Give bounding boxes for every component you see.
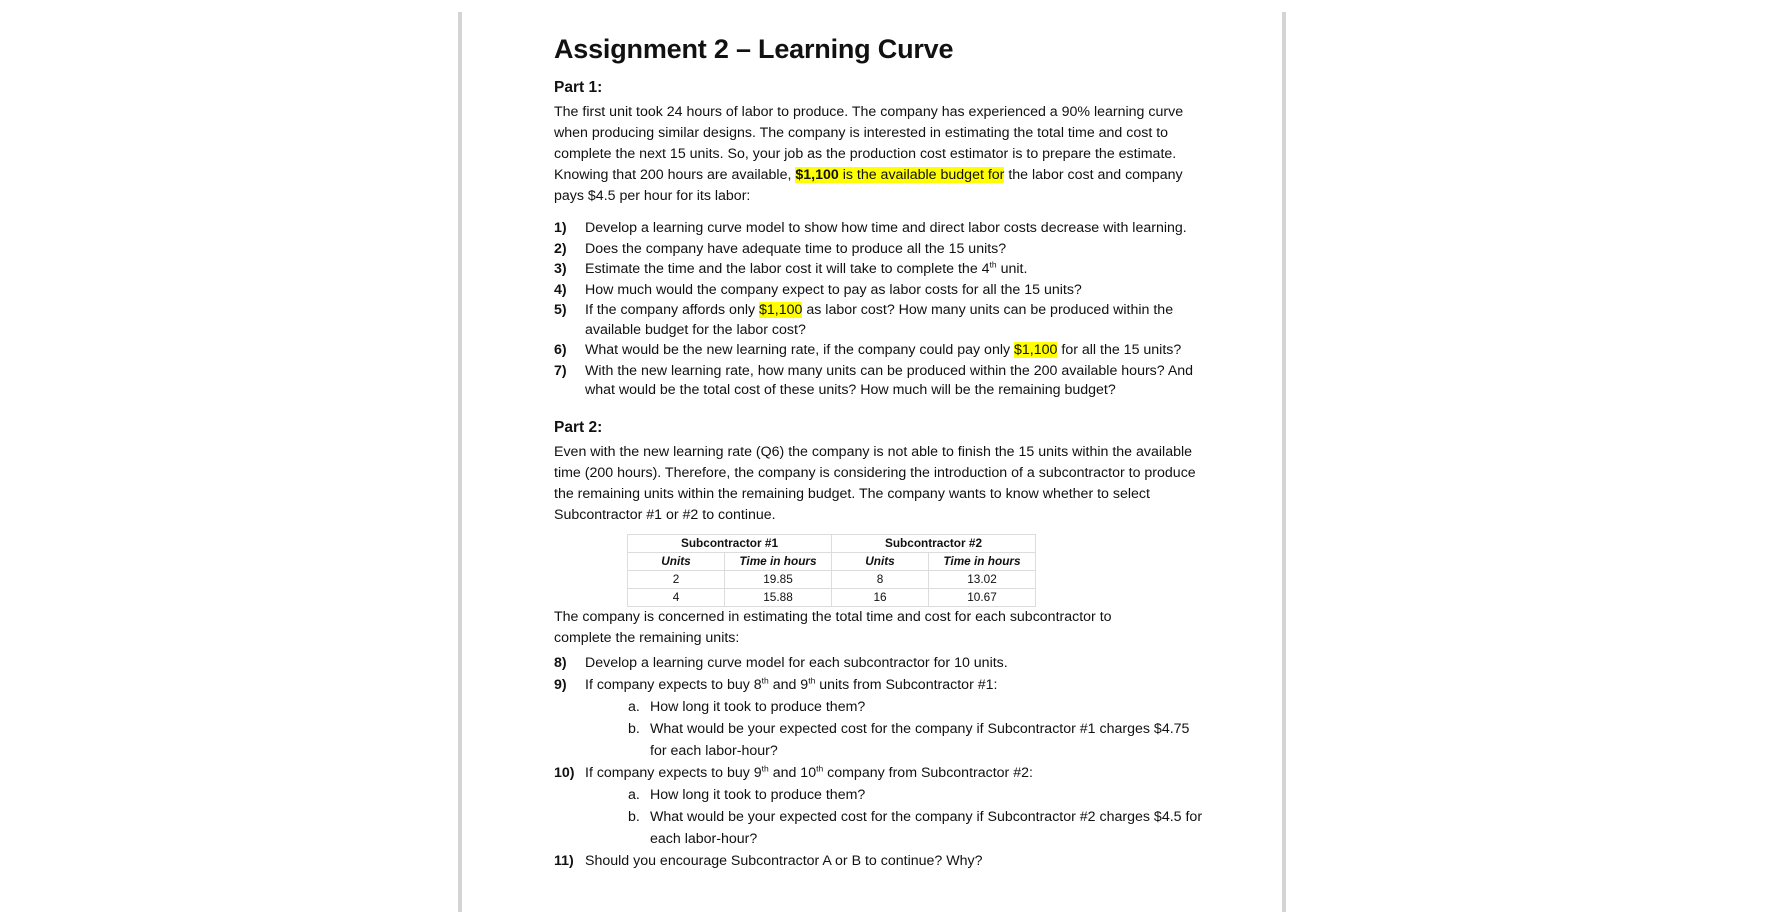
ordinal-suffix: th [761,762,769,773]
subquestion-9b [628,718,1204,762]
subquestion-text: How long it took to produce them? [650,698,866,715]
question-text: What would be the new learning rate, if the company could pay only [585,342,1015,358]
part2-intro: Even with the new learning rate (Q6) the company is not able to finish the 15 units within the available time (200 hours). Therefore, the company is considering the introduction of a subcontractor to produce the remaining units within the remaining budget. The company wants to know whether to select Subcontractor #1 or #2 to continue. [554,443,1196,523]
question-text-end: unit. [996,261,1028,277]
ordinal-suffix: th [761,674,769,685]
table-cell: 8 [832,570,929,588]
subquestion-9a [628,696,1204,718]
table-cell: 19.85 [725,570,832,588]
question-text: How much would the company expect to pay as labor costs for all the 15 units? [585,281,1082,298]
question-text: With the new learning rate, how many units can be produced within the 200 available hours? And what would be the total cost of these units? How much will be the remaining budget? [585,362,1194,398]
question-3 [554,260,1204,280]
subquestion-letter: a. [628,698,640,715]
question-text: If the company affords only [585,302,760,318]
table-cell: 13.02 [929,570,1036,588]
subquestion-10a [628,784,1204,806]
question-number: 9) [554,676,567,693]
table-group-header [628,534,1036,552]
question-text: Does the company have adequate time to produce all the 15 units? [585,240,1007,257]
question-text: Estimate the time and the labor cost it will take to complete the 4 [585,261,990,277]
after-table-text: The company is concerned in estimating the total time and cost for each subcontractor to complete the remaining units: [554,608,1112,646]
question-number: 7) [554,362,567,379]
subquestion-letter: b. [628,808,640,825]
column-header-units: Units [832,552,929,570]
question-number: 11) [554,852,574,869]
part1-heading: Part 1: [554,79,603,96]
subquestion-10b [628,806,1204,850]
column-header-time: Time in hours [725,552,832,570]
question-number: 8) [554,654,567,671]
question-number: 3) [554,261,567,277]
group-header-sub1: Subcontractor #1 [628,534,832,552]
question-text-end: company from Subcontractor #2: [823,764,1033,781]
question-2 [554,240,1204,260]
ordinal-suffix: th [808,674,816,685]
part2-question-list [554,652,1204,872]
table-column-header [628,552,1036,570]
highlighted-budget-bold: $1,100 [795,167,839,183]
document-content [554,22,1204,872]
question-10-subitems [585,784,1204,850]
question-9-subitems [585,696,1204,762]
highlighted-budget-text: is the available budget for [838,167,1005,183]
question-11 [554,850,1204,872]
document-page [458,12,1286,912]
subquestion-letter: b. [628,720,640,737]
question-7 [554,362,1204,401]
table-cell: 4 [628,588,725,606]
question-text-mid: and 10 [768,764,817,781]
subquestion-text: How long it took to produce them? [650,786,866,803]
question-text: Develop a learning curve model to show how time and direct labor costs decrease with learning. [585,220,1187,236]
table-cell: 2 [628,570,725,588]
subcontractor-table [627,534,1036,607]
question-text-end: for all the 15 units? [1057,342,1182,358]
highlighted-amount: $1,100 [759,302,803,318]
question-text-end: as labor cost? How many units can be produced within the available budget for the labor cost? [585,302,1174,338]
question-10 [554,762,1204,850]
question-6 [554,341,1204,361]
ordinal-suffix: th [816,762,824,773]
part2-section [554,419,1204,872]
table-cell: 16 [832,588,929,606]
column-header-units: Units [628,552,725,570]
part1-intro-text: The first unit took 24 hours of labor to produce. The company has experienced a 90% learning curve when producing similar designs. The company is interested in estimating the total time and cost to complete the next 15 units. So, your job as the production cost estimator is to prepare the estimate. Knowing that 200 hours are available, [554,104,1184,183]
question-number: 1) [554,220,567,236]
question-number: 6) [554,342,567,358]
table-cell: 10.67 [929,588,1036,606]
highlighted-amount: $1,100 [1014,342,1058,358]
question-number: 10) [554,764,575,781]
subquestion-letter: a. [628,786,640,803]
table-cell: 15.88 [725,588,832,606]
question-9 [554,674,1204,762]
column-header-time: Time in hours [929,552,1036,570]
part1-intro-text-end: the labor cost and company pays $4.5 per hour for its labor: [554,167,1183,204]
table-row [628,588,1036,606]
question-text: If company expects to buy 9 [585,764,762,781]
question-1 [554,219,1204,239]
table-row [628,570,1036,588]
question-text: If company expects to buy 8 [585,676,762,693]
part2-heading: Part 2: [554,418,603,436]
page-title: Assignment 2 – Learning Curve [554,34,954,64]
question-text-end: units from Subcontractor #1: [815,676,998,693]
question-number: 5) [554,302,567,318]
ordinal-suffix: th [989,259,997,270]
question-4 [554,281,1204,301]
question-8 [554,652,1204,674]
question-text: Should you encourage Subcontractor A or B to continue? Why? [585,852,983,869]
question-text: Develop a learning curve model for each subcontractor for 10 units. [585,654,1008,671]
question-text-mid: and 9 [768,676,809,693]
subquestion-text: What would be your expected cost for the company if Subcontractor #2 charges $4.5 for each labor-hour? [650,808,1203,847]
question-number: 4) [554,281,567,298]
part1-intro [554,102,1204,207]
group-header-sub2: Subcontractor #2 [832,534,1036,552]
question-5 [554,301,1204,340]
part1-question-list [554,219,1204,401]
question-number: 2) [554,240,567,257]
subquestion-text: What would be your expected cost for the company if Subcontractor #1 charges $4.75 for each labor-hour? [650,720,1190,759]
